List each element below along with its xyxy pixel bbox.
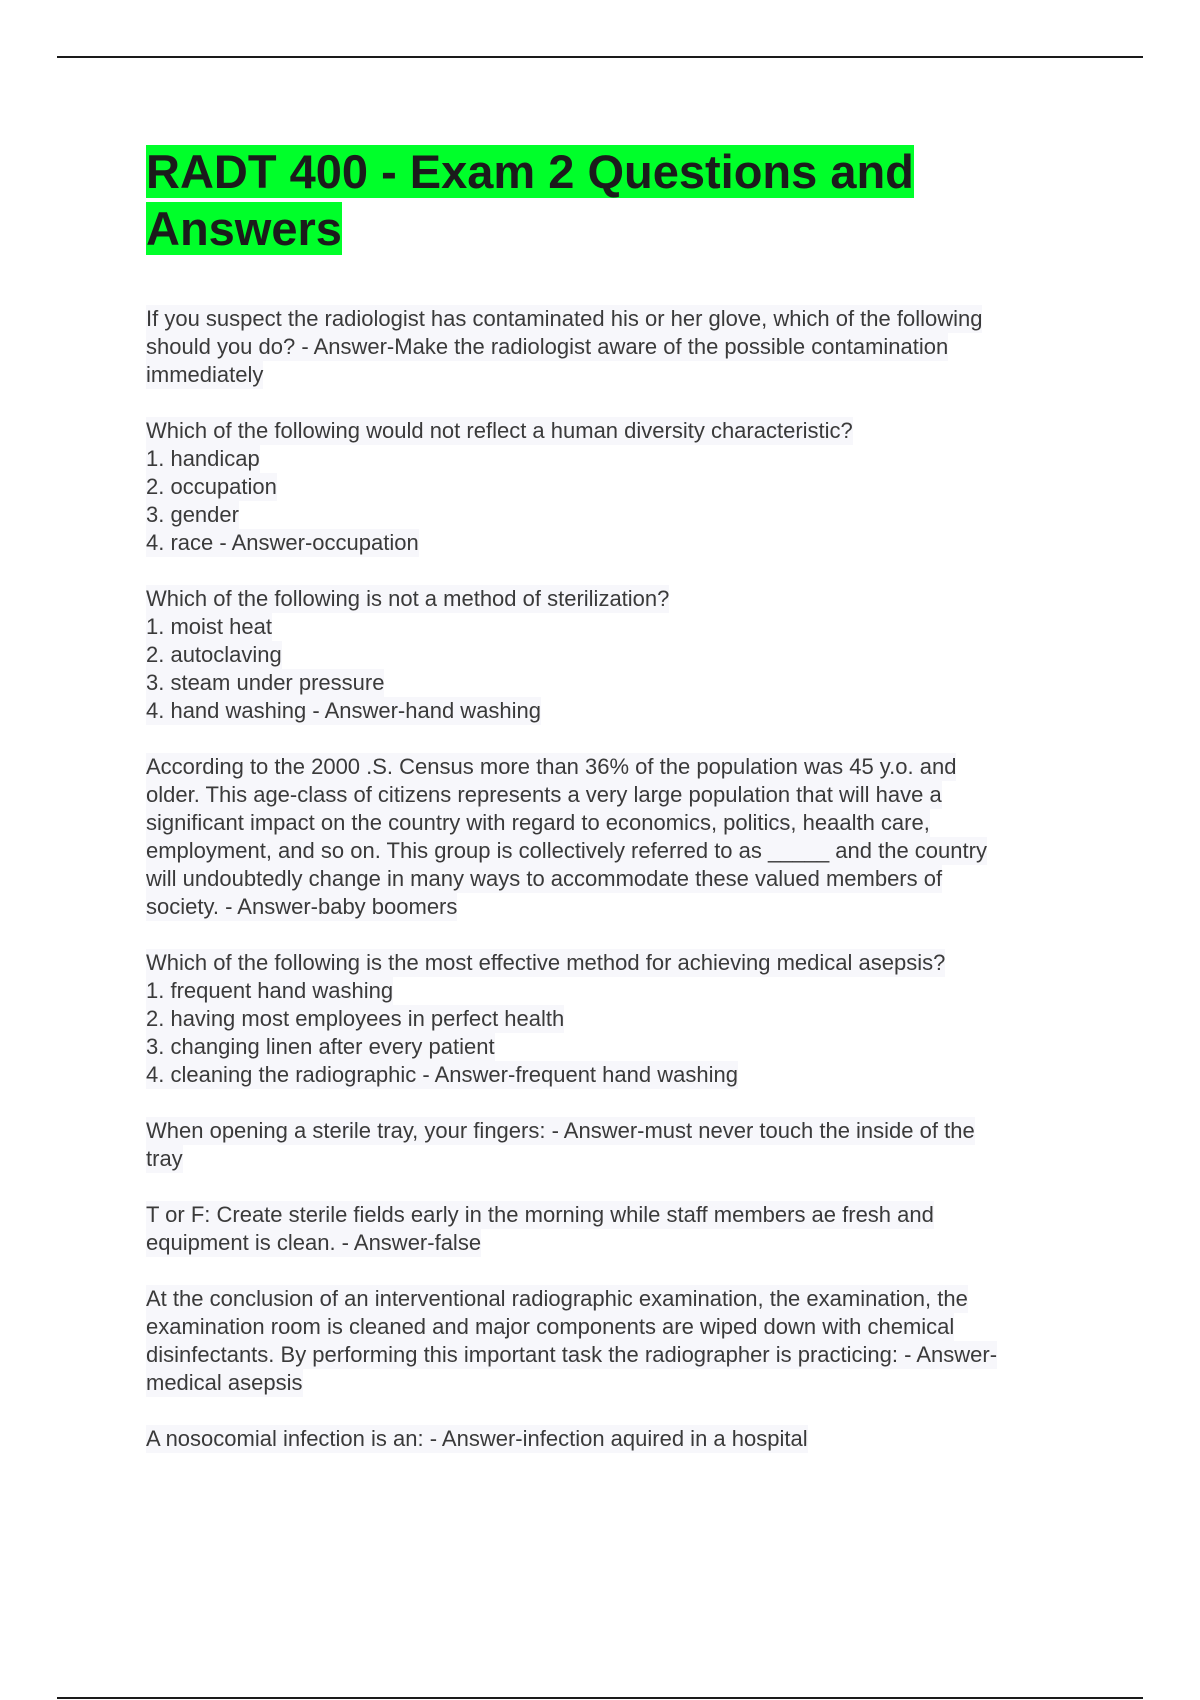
qa-line: A nosocomial infection is an: - Answer-infection aquired in a hospital [146, 1426, 808, 1451]
qa-item [146, 417, 1096, 557]
qa-line: 4. hand washing - Answer-hand washing [146, 698, 542, 723]
qa-item [146, 1285, 1096, 1397]
document-title-text: RADT 400 - Exam 2 Questions and Answers [146, 145, 914, 255]
top-rule [57, 56, 1143, 58]
qa-item [146, 1201, 1096, 1257]
qa-line: medical asepsis [146, 1370, 303, 1395]
qa-item [146, 585, 1096, 725]
qa-line: 1. moist heat [146, 614, 272, 639]
qa-line: employment, and so on. This group is collectively referred to as _____ and the country [146, 838, 987, 863]
qa-item [146, 305, 1096, 389]
qa-line: Which of the following is not a method of sterilization? [146, 586, 670, 611]
qa-line: If you suspect the radiologist has contaminated his or her glove, which of the following [146, 306, 983, 331]
qa-line: will undoubtedly change in many ways to accommodate these valued members of [146, 866, 943, 891]
qa-line: 4. race - Answer-occupation [146, 530, 419, 555]
qa-list [146, 305, 1096, 1453]
document-title [146, 143, 1096, 257]
document-body [146, 143, 1096, 1481]
qa-line: immediately [146, 362, 264, 387]
qa-line: 4. cleaning the radiographic - Answer-frequent hand washing [146, 1062, 738, 1087]
qa-line: examination room is cleaned and major components are wiped down with chemical [146, 1314, 955, 1339]
qa-line: tray [146, 1146, 183, 1171]
qa-line: Which of the following would not reflect a human diversity characteristic? [146, 418, 853, 443]
qa-line: 3. changing linen after every patient [146, 1034, 495, 1059]
qa-item [146, 753, 1096, 921]
qa-line: equipment is clean. - Answer-false [146, 1230, 482, 1255]
qa-line: 1. frequent hand washing [146, 978, 394, 1003]
qa-line: At the conclusion of an interventional radiographic examination, the examination, the [146, 1286, 968, 1311]
bottom-rule [57, 1697, 1143, 1699]
qa-item [146, 949, 1096, 1089]
qa-line: 2. occupation [146, 474, 277, 499]
qa-line: 3. steam under pressure [146, 670, 385, 695]
qa-line: should you do? - Answer-Make the radiologist aware of the possible contamination [146, 334, 949, 359]
qa-line: Which of the following is the most effective method for achieving medical asepsis? [146, 950, 946, 975]
qa-line: society. - Answer-baby boomers [146, 894, 458, 919]
qa-line: disinfectants. By performing this important task the radiographer is practicing: - Answer- [146, 1342, 998, 1367]
qa-line: 2. having most employees in perfect health [146, 1006, 565, 1031]
qa-line: When opening a sterile tray, your fingers: - Answer-must never touch the inside of the [146, 1118, 975, 1143]
qa-line: 1. handicap [146, 446, 260, 471]
qa-item [146, 1425, 1096, 1453]
qa-line: 3. gender [146, 502, 239, 527]
qa-line: 2. autoclaving [146, 642, 282, 667]
qa-line: According to the 2000 .S. Census more than 36% of the population was 45 y.o. and [146, 754, 957, 779]
qa-line: T or F: Create sterile fields early in the morning while staff members ae fresh and [146, 1202, 934, 1227]
qa-line: significant impact on the country with regard to economics, politics, heaalth care, [146, 810, 930, 835]
qa-line: older. This age-class of citizens represents a very large population that will have a [146, 782, 942, 807]
qa-item [146, 1117, 1096, 1173]
